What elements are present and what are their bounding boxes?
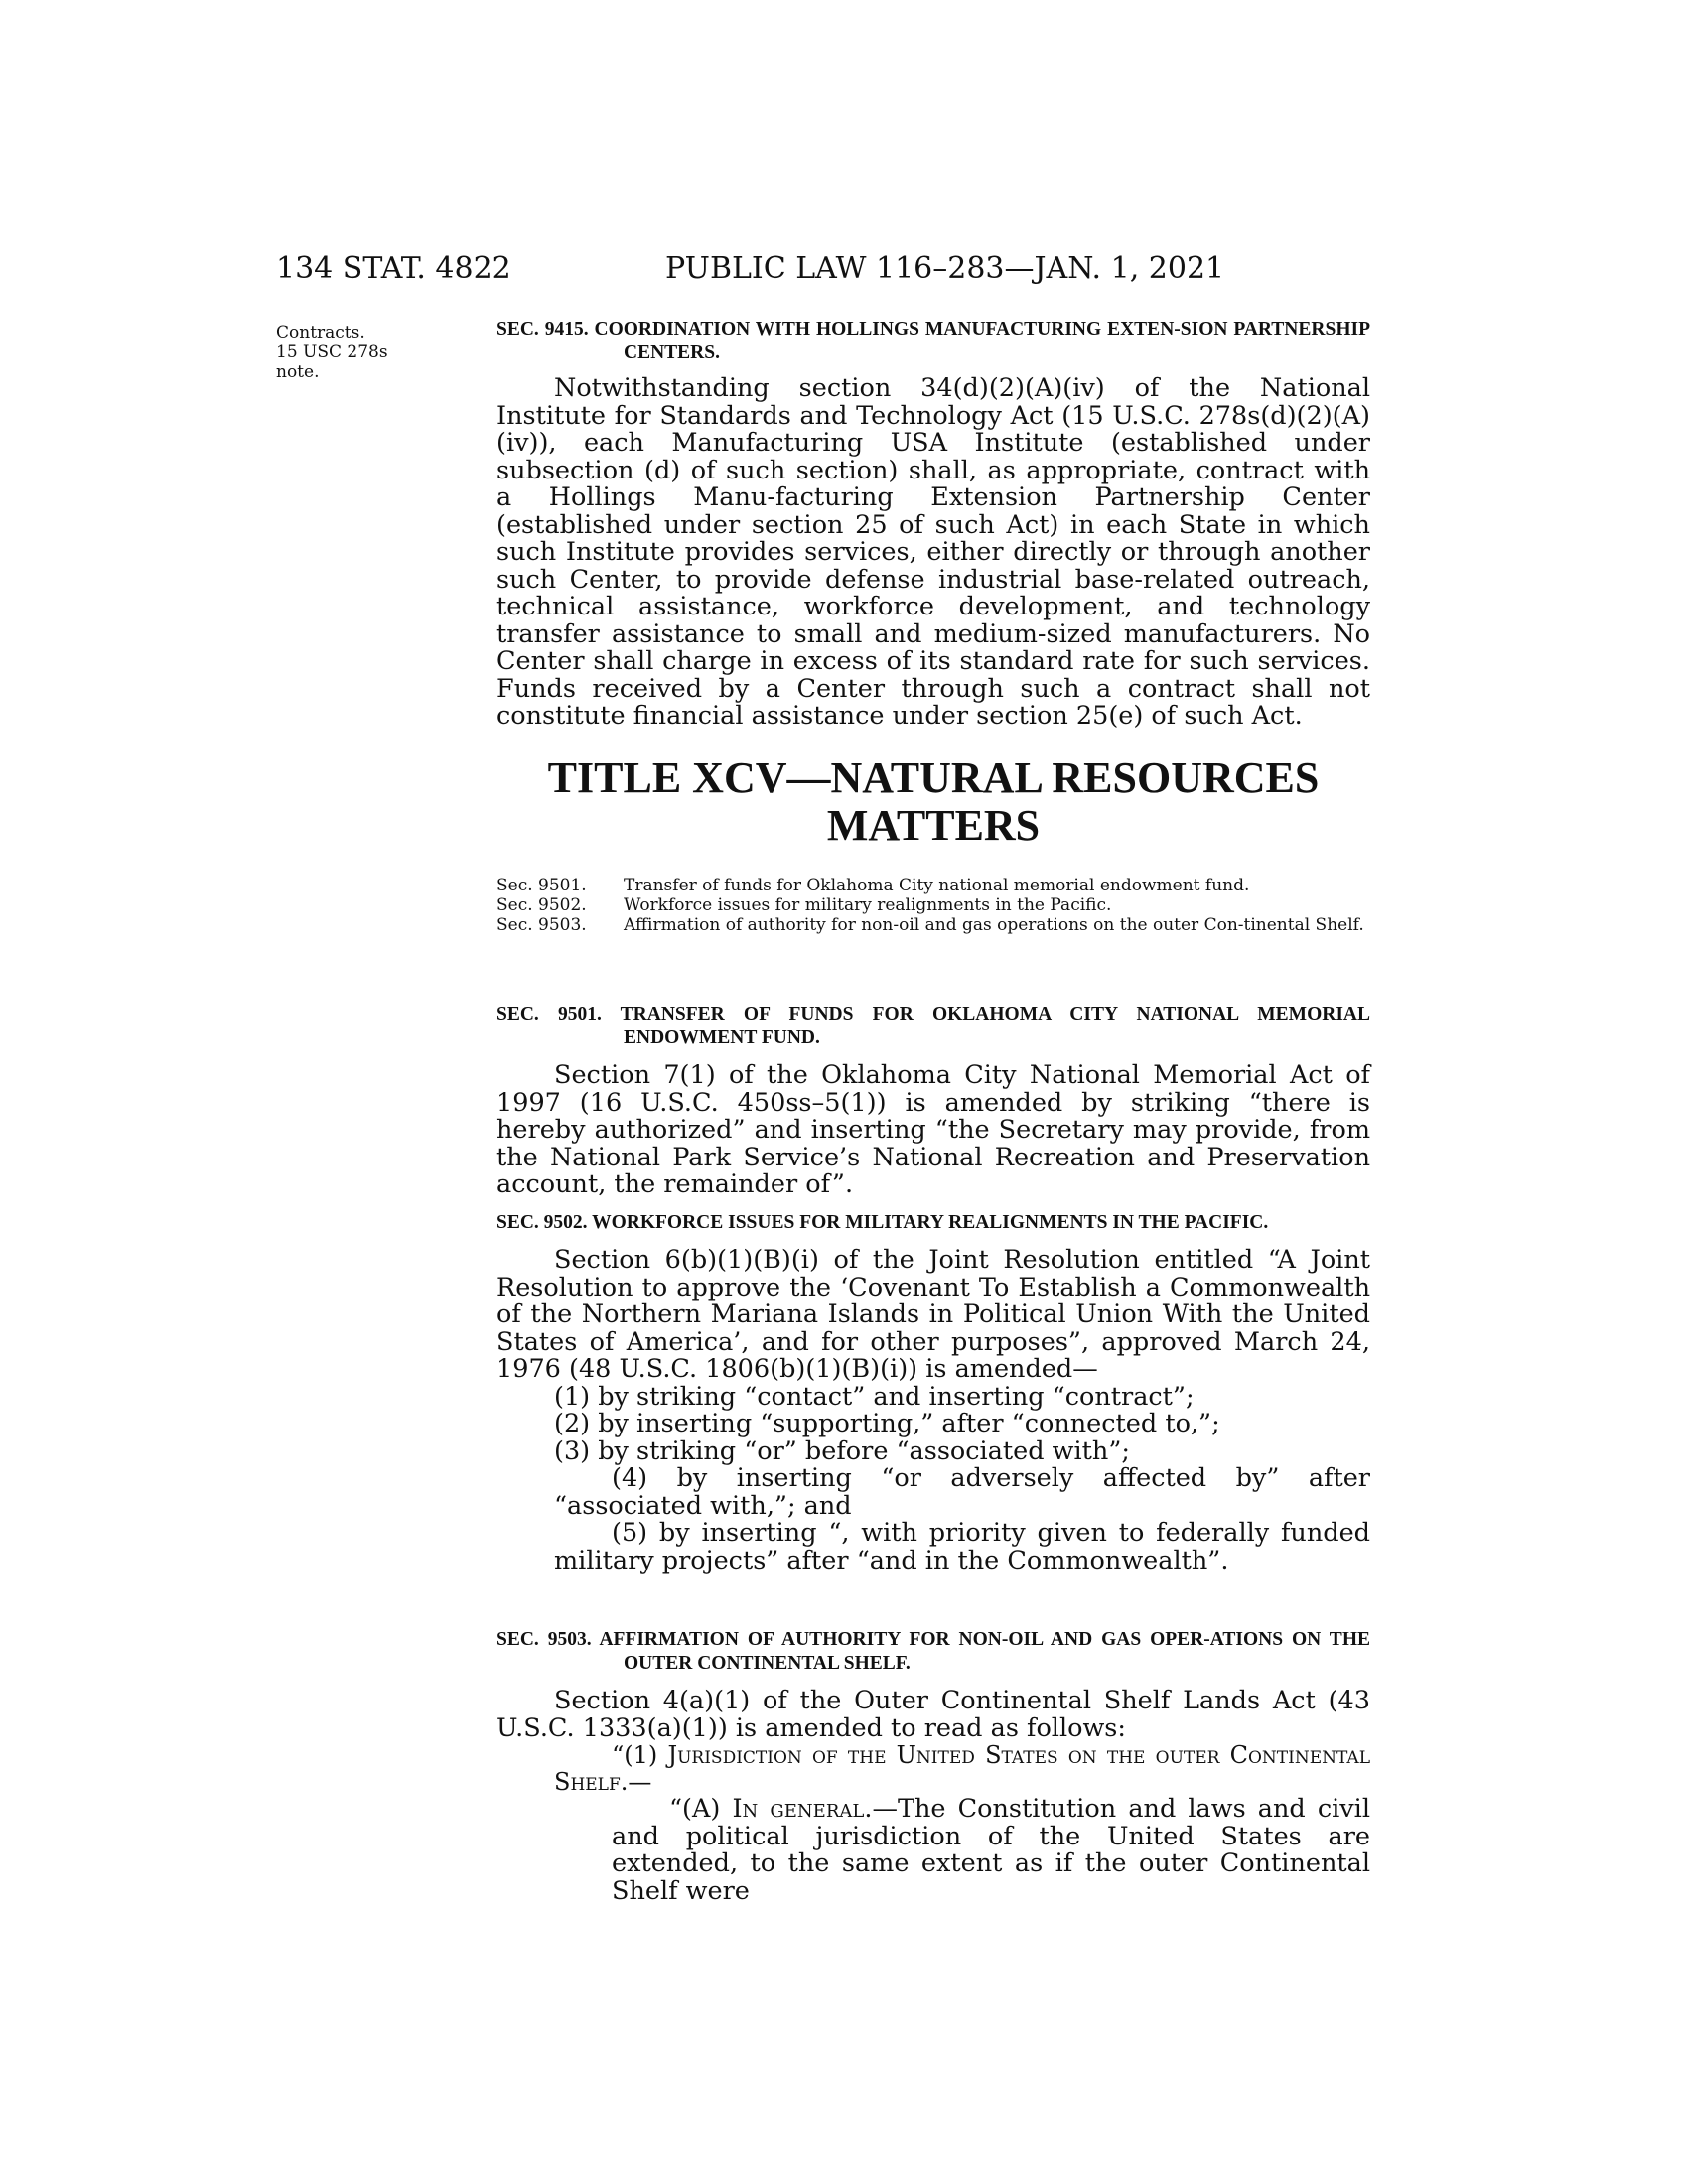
amendment-item: (4) by inserting “or adversely affected by” after “associated with,”; and	[554, 1463, 1370, 1521]
subparagraph-A-open: “(A)	[669, 1794, 733, 1824]
amendment-item: (3) by striking “or” before “associated with”;	[554, 1435, 1130, 1466]
section-body: Section 7(1) of the Oklahoma City National Memorial Act of 1997 (16 U.S.C. 450ss–5(1)) is amended by striking “there is hereby authorized” and inserting “the Secretary may provide, from the National Park Service’s National Recreation and Preservation account, the remainder of”.	[496, 1060, 1370, 1199]
amendment-item: (1) by striking “contact” and inserting “contract”;	[554, 1381, 1195, 1412]
section-body: Section 4(a)(1) of the Outer Continental Shelf Lands Act (43 U.S.C. 1333(a)(1)) is amended to read as follows:	[496, 1686, 1370, 1743]
toc-section-title: Workforce issues for military realignments in the Pacific.	[624, 895, 1112, 915]
section-9503	[496, 1628, 1370, 1905]
toc-row	[496, 877, 1370, 894]
subparagraph-A-caption: In general.	[732, 1794, 873, 1824]
section-9415	[496, 318, 1370, 731]
title-heading	[496, 754, 1370, 850]
title-line: MATTERS	[826, 801, 1041, 850]
toc-section-title: Affirmation of authority for non-oil and gas operations on the outer Con-tinental Shelf.	[624, 915, 1364, 935]
margin-note-line: Contracts.	[276, 323, 365, 342]
paragraph-1	[496, 1742, 1370, 1796]
subparagraph-A-text: —The Constitution and laws and civil and political jurisdiction of the United States are extended, to the same extent as if the outer Continental Shelf were	[612, 1794, 1370, 1906]
paragraph-1-dash: —	[628, 1768, 652, 1796]
toc-section-number: Sec. 9502.	[496, 895, 587, 915]
amendment-item: (5) by inserting “, with priority given to federally funded military projects” after “and in the Commonwealth”.	[554, 1518, 1370, 1575]
toc-row	[496, 896, 1370, 914]
amendment-item: (2) by inserting “supporting,” after “connected to,”;	[554, 1409, 1220, 1438]
section-heading: SEC. 9502. WORKFORCE ISSUES FOR MILITARY REALIGNMENTS IN THE PACIFIC.	[496, 1212, 1269, 1233]
margin-note	[276, 323, 425, 382]
public-law-date: PUBLIC LAW 116–283—JAN. 1, 2021	[665, 251, 1225, 286]
subparagraph-A	[496, 1796, 1370, 1905]
paragraph-1-caption: Jurisdiction of the United States on the outer Continental Shelf.	[554, 1741, 1370, 1796]
section-body: Section 6(b)(1)(B)(i) of the Joint Resolution entitled “A Joint Resolution to approve the ‘Covenant To Establish a Commonwealth of the Northern Mariana Islands in Political Union With the United States of America’, and for other purposes”, approved March 24, 1976 (48 U.S.C. 1806(b)(1)(B)(i)) is amended—	[496, 1245, 1370, 1384]
toc-section-number: Sec. 9501.	[496, 876, 587, 895]
toc-section-number: Sec. 9503.	[496, 915, 587, 935]
section-9501	[496, 1003, 1370, 1199]
paragraph-1-open: “(1)	[612, 1741, 668, 1769]
section-heading: SEC. 9503. AFFIRMATION OF AUTHORITY FOR NON-OIL AND GAS OPER-ATIONS ON THE OUTER CONTINENTAL SHELF.	[496, 1629, 1370, 1674]
section-9502	[496, 1211, 1370, 1574]
section-heading: SEC. 9501. TRANSFER OF FUNDS FOR OKLAHOMA CITY NATIONAL MEMORIAL ENDOWMENT FUND.	[496, 1004, 1370, 1048]
toc-row	[496, 916, 1370, 934]
section-heading: SEC. 9415. COORDINATION WITH HOLLINGS MANUFACTURING EXTEN-SION PARTNERSHIP CENTERS.	[496, 319, 1370, 363]
section-body: Notwithstanding section 34(d)(2)(A)(iv) of the National Institute for Standards and Technology Act (15 U.S.C. 278s(d)(2)(A)(iv)), each Manufacturing USA Institute (established under subsection (d) of such section) shall, as appropriate, contract with a Hollings Manu-facturing Extension Partnership Center (established under section 25 of such Act) in each State in which such Institute provides services, either directly or through another such Center, to provide defense industrial base-related outreach, technical assistance, workforce development, and technology transfer assistance to small and medium-sized manufacturers. No Center shall charge in excess of its standard rate for such services. Funds received by a Center through such a contract shall not constitute financial assistance under section 25(e) of such Act.	[496, 373, 1370, 731]
table-of-contents	[496, 877, 1370, 936]
margin-note-line: note.	[276, 362, 320, 382]
margin-note-line: 15 USC 278s	[276, 342, 388, 362]
title-line: TITLE XCV—NATURAL RESOURCES	[547, 753, 1320, 802]
stat-page-number: 134 STAT. 4822	[276, 251, 511, 286]
toc-section-title: Transfer of funds for Oklahoma City national memorial endowment fund.	[624, 876, 1250, 895]
